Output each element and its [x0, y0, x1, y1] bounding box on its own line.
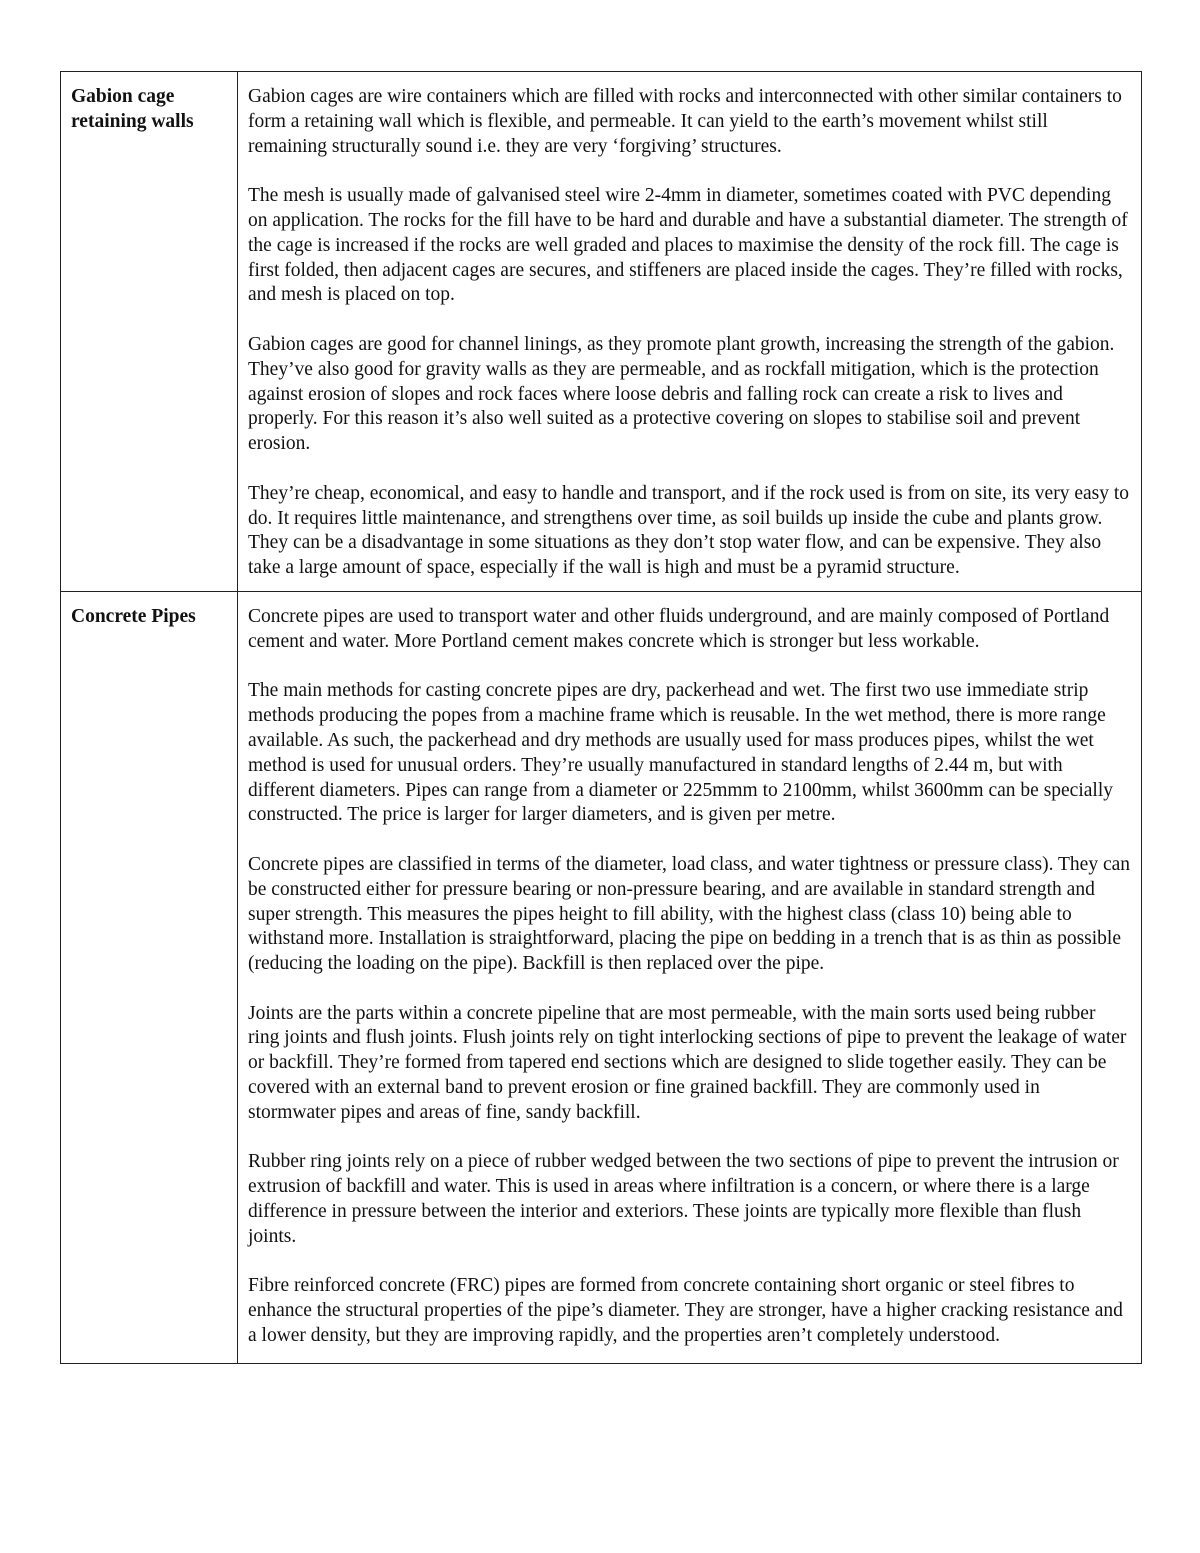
term-cell — [61, 72, 238, 592]
paragraph: Rubber ring joints rely on a piece of rubber wedged between the two sections of pipe to prevent the intrusion or extrusion of backfill and water. This is used in areas where infiltration is a concern, or where there is a large difference in pressure between the interior and exteriors. These joints are typically more flexible than flush joints. — [248, 1151, 1119, 1247]
table-row-gabion — [61, 72, 1142, 592]
paragraph: Fibre reinforced concrete (FRC) pipes are formed from concrete containing short organic or steel fibres to enhance the structural properties of the pipe’s diameter. They are stronger, have a higher cracking resistance and a lower density, but they are improving rapidly, and the properties aren’t completely understood. — [248, 1275, 1123, 1347]
paragraph: The mesh is usually made of galvanised steel wire 2-4mm in diameter, sometimes coated with PVC depending on application. The rocks for the fill have to be hard and durable and have a substantial diameter. The strength of the cage is increased if the rocks are well graded and places to maximise the density of the rock fill. The cage is first folded, then adjacent cages are secures, and stiffeners are placed inside the cages. They’re filled with rocks, and mesh is placed on top. — [248, 185, 1128, 306]
description-cell — [238, 72, 1142, 592]
paragraph: Joints are the parts within a concrete pipeline that are most permeable, with the main sorts used being rubber ring joints and flush joints. Flush joints rely on tight interlocking sections of pipe to prevent the leakage of water or backfill. They’re formed from tapered end sections which are designed to slide together easily. They can be covered with an external band to prevent erosion or fine grained backfill. They are commonly used in stormwater pipes and areas of fine, sandy backfill. — [248, 1002, 1127, 1123]
description-cell — [238, 591, 1142, 1363]
document-table — [60, 71, 1142, 1364]
term-gabion-cage-retaining-walls: Gabion cage retaining walls — [71, 86, 194, 132]
term-concrete-pipes: Concrete Pipes — [71, 605, 196, 627]
paragraph: Concrete pipes are used to transport water and other fluids underground, and are mainly composed of Portland cement and water. More Portland cement makes concrete which is stronger but less workable. — [248, 605, 1110, 652]
term-cell — [61, 591, 238, 1363]
paragraph: The main methods for casting concrete pipes are dry, packerhead and wet. The first two use immediate strip methods producing the popes from a machine frame which is reusable. In the wet method, there is more range available. As such, the packerhead and dry methods are usually used for mass produces pipes, whilst the wet method is used for unusual orders. They’re usually manufactured in standard lengths of 2.44 m, but with different diameters. Pipes can range from a diameter or 225mmm to 2100mm, whilst 3600mm can be specially constructed. The price is larger for larger diameters, and is given per metre. — [248, 680, 1113, 826]
paragraph: Gabion cages are wire containers which are filled with rocks and interconnected with other similar containers to form a retaining wall which is flexible, and permeable. It can yield to the earth’s movement whilst still remaining structurally sound i.e. they are very ‘forgiving’ structures. — [248, 86, 1122, 157]
paragraph: They’re cheap, economical, and easy to handle and transport, and if the rock used is from on site, its very easy to do. It requires little maintenance, and strengthens over time, as soil builds up inside the cube and plants grow. They can be a disadvantage in some situations as they don’t stop water flow, and can be expensive. They also take a large amount of space, especially if the wall is high and must be a pyramid structure. — [248, 482, 1130, 579]
paragraph: Concrete pipes are classified in terms of the diameter, load class, and water tightness or pressure class). They can be constructed either for pressure bearing or non-pressure bearing, and are available in standard strength and super strength. This measures the pipes height to fill ability, with the highest class (class 10) being able to withstand more. Installation is straightforward, placing the pipe on bedding in a trench that is as thin as possible (reducing the loading on the pipe). Backfill is then replaced over the pipe. — [248, 853, 1131, 975]
paragraph: Gabion cages are good for channel linings, as they promote plant growth, increasing the strength of the gabion. They’ve also good for gravity walls as they are permeable, and as rockfall mitigation, which is the protection against erosion of slopes and rock faces where loose debris and falling rock can create a risk to lives and properly. For this reason it’s also well suited as a protective covering on slopes to stabilise soil and prevent erosion. — [248, 333, 1115, 455]
table-row-concrete-pipes — [61, 591, 1142, 1363]
